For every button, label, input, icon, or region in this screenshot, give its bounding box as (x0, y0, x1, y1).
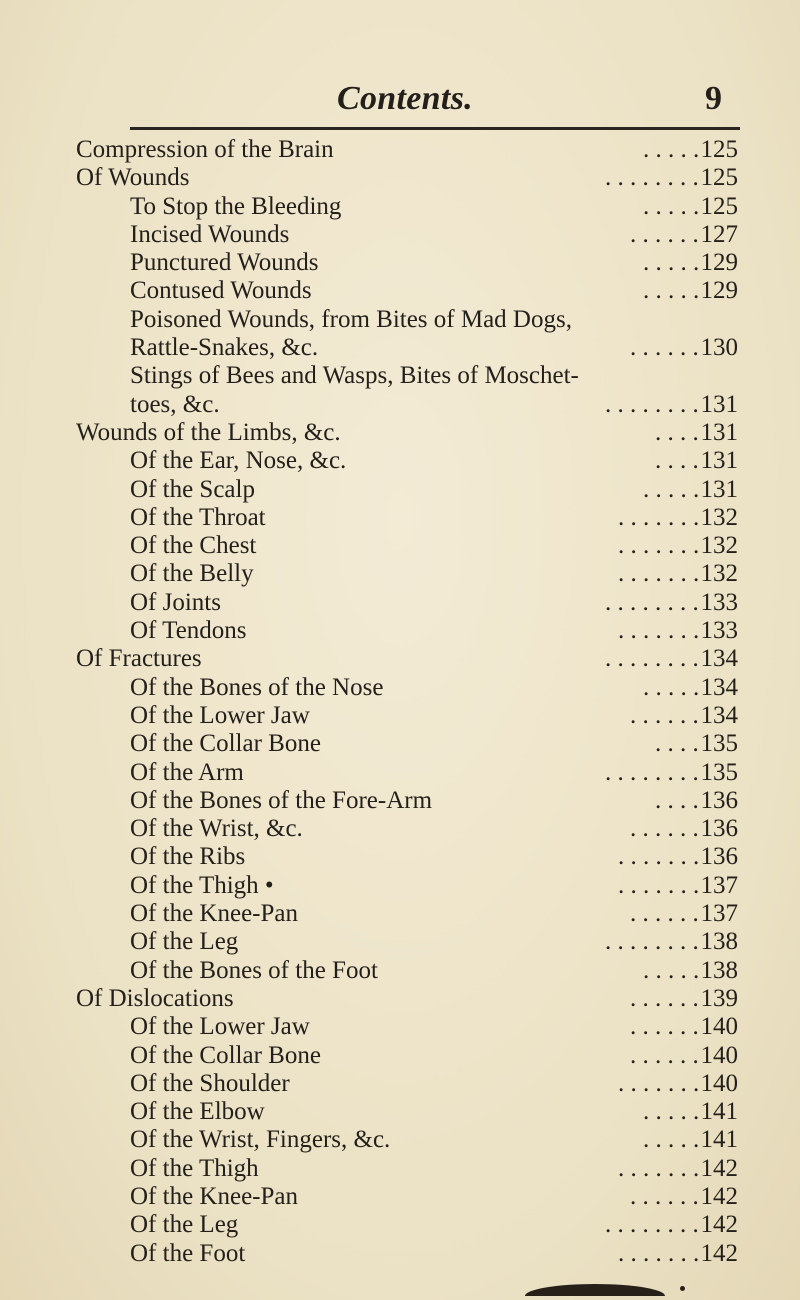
toc-leader-dots: . . . . . . . (618, 1154, 700, 1182)
toc-entry-label: Of the Thigh (130, 1154, 259, 1182)
toc-entry (0, 645, 800, 673)
toc-entry-page: 125 (700, 192, 738, 220)
toc-leader-dots: . . . . . . (630, 900, 699, 928)
toc-entry-page: 140 (700, 1013, 738, 1041)
toc-entry (0, 872, 800, 900)
toc-leader-dots: . . . . . (643, 956, 700, 984)
toc-entry-page: 135 (700, 730, 738, 758)
toc-entry (0, 277, 800, 305)
toc-entry-label: Poisoned Wounds, from Bites of Mad Dogs, (130, 305, 572, 333)
toc-leader-dots: . . . . . (643, 673, 700, 701)
toc-leader-dots: . . . . (655, 447, 699, 475)
toc-entry-label: Of the Chest (130, 532, 257, 560)
toc-entry (0, 957, 800, 985)
toc-entry-label: Of the Arm (130, 758, 244, 786)
toc-entry (0, 730, 800, 758)
ink-blot-decoration (525, 1284, 665, 1296)
toc-entry (0, 702, 800, 730)
toc-leader-dots: . . . . . (643, 136, 700, 163)
toc-entry-label: Of the Lower Jaw (130, 1013, 310, 1041)
toc-entry-page: 125 (700, 164, 738, 192)
toc-leader-dots: . . . . . . (630, 1013, 699, 1041)
toc-leader-dots: . . . . . . . . (605, 645, 699, 673)
toc-entry (0, 1013, 800, 1041)
toc-entry-page: 136 (700, 786, 738, 814)
toc-leader-dots: . . . . . (643, 1098, 700, 1126)
toc-leader-dots: . . . . . (643, 277, 700, 305)
toc-leader-dots: . . . . . . . (618, 871, 700, 899)
toc-entry-label: Of the Shoulder (130, 1069, 290, 1097)
toc-entry-page: 142 (700, 1211, 738, 1239)
toc-entry (0, 334, 800, 362)
toc-entry-label: Of the Throat (130, 503, 266, 531)
toc-entry-page: 134 (700, 701, 738, 729)
toc-leader-dots: . . . . . . . (618, 560, 700, 588)
toc-entry-page: 138 (700, 928, 738, 956)
toc-entry (0, 617, 800, 645)
toc-leader-dots: . . . . . . . . (605, 390, 699, 418)
toc-entry-page: 141 (700, 1126, 738, 1154)
toc-entry (0, 136, 800, 164)
toc-entry (0, 447, 800, 475)
toc-entry-page: 129 (700, 249, 738, 277)
toc-leader-dots: . . . . . (643, 475, 700, 503)
toc-entry (0, 193, 800, 221)
toc-leader-dots: . . . . . . (630, 220, 699, 248)
page-header (0, 80, 800, 130)
toc-entry-page: 125 (700, 136, 738, 163)
toc-entry-label: Compression of the Brain (76, 136, 334, 163)
toc-leader-dots: . . . . . (643, 249, 700, 277)
toc-entry-label: Of Dislocations (76, 984, 234, 1012)
toc-entry-page: 140 (700, 1069, 738, 1097)
toc-entry-label: Rattle-Snakes, &c. (130, 334, 319, 362)
toc-entry-page: 134 (700, 673, 738, 701)
toc-entry (0, 759, 800, 787)
toc-leader-dots: . . . . (655, 730, 699, 758)
toc-entry-page: 132 (700, 532, 738, 560)
toc-entry-label: Of the Leg (130, 928, 239, 956)
toc-entry (0, 391, 800, 419)
toc-leader-dots: . . . . (655, 786, 699, 814)
toc-leader-dots: . . . . . . (630, 701, 699, 729)
toc-leader-dots: . . . . . . . (618, 503, 700, 531)
toc-leader-dots: . . . . . . . (618, 1239, 700, 1267)
page-number: 9 (705, 80, 722, 117)
toc-entry-label: Of the Knee-Pan (130, 900, 298, 928)
toc-leader-dots: . . . . . . . (618, 617, 700, 645)
toc-entry-label: Incised Wounds (130, 220, 290, 248)
toc-entry (0, 1042, 800, 1070)
toc-entry-label: Of the Thigh • (130, 871, 274, 899)
toc-entry (0, 1070, 800, 1098)
running-title: Contents. (337, 80, 473, 117)
toc-entry (0, 221, 800, 249)
toc-entry-label: Of Fractures (76, 645, 202, 673)
toc-entry-label: Of the Bones of the Fore-Arm (130, 786, 433, 814)
toc-entry-label: Wounds of the Limbs, &c. (76, 418, 341, 446)
toc-leader-dots: . . . . . . (630, 334, 699, 362)
toc-entry-label: Of the Lower Jaw (130, 701, 310, 729)
toc-entry-label: Of the Knee-Pan (130, 1182, 298, 1210)
toc-entry-page: 135 (700, 758, 738, 786)
toc-entry-page: 131 (700, 447, 738, 475)
toc-entry-label: To Stop the Bleeding (130, 192, 342, 220)
toc-leader-dots: . . . . . . . (618, 532, 700, 560)
toc-entry-label: Of Joints (130, 588, 221, 616)
toc-entry-page: 138 (700, 956, 738, 984)
toc-entry-label: Of the Wrist, Fingers, &c. (130, 1126, 391, 1154)
toc-entry-page: 129 (700, 277, 738, 305)
toc-entry-label: Stings of Bees and Wasps, Bites of Moschet- (130, 362, 579, 390)
toc-entry-page: 142 (700, 1182, 738, 1210)
toc-entry-label: Of the Collar Bone (130, 1041, 321, 1069)
toc-entry (0, 476, 800, 504)
toc-entry-label: Of the Bones of the Foot (130, 956, 378, 984)
toc-leader-dots: . . . . . . (630, 1182, 699, 1210)
toc-entry-page: 142 (700, 1154, 738, 1182)
toc-entry (0, 532, 800, 560)
toc-leader-dots: . . . . . . . . (605, 928, 699, 956)
toc-entry-page: 131 (700, 418, 738, 446)
toc-entry-label: Contused Wounds (130, 277, 312, 305)
toc-entry-label: Of the Belly (130, 560, 254, 588)
toc-entry-page: 132 (700, 503, 738, 531)
toc-leader-dots: . . . . . (643, 192, 700, 220)
toc-entry (0, 1183, 800, 1211)
toc-entry (0, 1126, 800, 1154)
toc-entry (0, 985, 800, 1013)
toc-leader-dots: . . . . . . (630, 984, 699, 1012)
toc-entry-label: Of the Collar Bone (130, 730, 321, 758)
toc-entry (0, 589, 800, 617)
toc-entry-label: Of Tendons (130, 617, 247, 645)
toc-entry-label: Of the Foot (130, 1239, 246, 1267)
toc-entry-page: 136 (700, 843, 738, 871)
toc-entry (0, 1098, 800, 1126)
toc-leader-dots: . . . . (655, 418, 699, 446)
toc-entry (0, 504, 800, 532)
toc-entry-label: Of the Ear, Nose, &c. (130, 447, 347, 475)
ink-dot-decoration (680, 1286, 685, 1291)
toc-entry (0, 1211, 800, 1239)
toc-leader-dots: . . . . . . (630, 815, 699, 843)
toc-entry-label: Of the Scalp (130, 475, 255, 503)
toc-entry-label: toes, &c. (130, 390, 220, 418)
toc-entry-page: 137 (700, 871, 738, 899)
toc-entry-label: Punctured Wounds (130, 249, 319, 277)
toc-entry-page: 132 (700, 560, 738, 588)
header-rule (130, 127, 740, 130)
toc-leader-dots: . . . . . . . . (605, 588, 699, 616)
toc-entry (0, 900, 800, 928)
toc-entry (0, 843, 800, 871)
toc-entry-page: 142 (700, 1239, 738, 1267)
toc-leader-dots: . . . . . . (630, 1041, 699, 1069)
toc-entry-page: 133 (700, 617, 738, 645)
toc-leader-dots: . . . . . . . (618, 1069, 700, 1097)
toc-entry-page: 139 (700, 984, 738, 1012)
toc-entry-page: 127 (700, 220, 738, 248)
toc-entry (0, 164, 800, 192)
toc-entry (0, 674, 800, 702)
toc-leader-dots: . . . . . . . . (605, 758, 699, 786)
toc-leader-dots: . . . . . . . . (605, 164, 699, 192)
toc-entry-label: Of Wounds (76, 164, 190, 192)
toc-entry-page: 134 (700, 645, 738, 673)
toc-entry-page: 136 (700, 815, 738, 843)
toc-entry-label: Of the Wrist, &c. (130, 815, 303, 843)
toc-entry-label: Of the Bones of the Nose (130, 673, 384, 701)
toc-leader-dots: . . . . . . . (618, 843, 700, 871)
toc-entry (0, 1240, 800, 1268)
toc-entry-label: Of the Elbow (130, 1098, 265, 1126)
toc-entry (0, 815, 800, 843)
toc-entry-page: 130 (700, 334, 738, 362)
toc-entry (0, 249, 800, 277)
toc-entry (0, 928, 800, 956)
toc-entry (0, 1155, 800, 1183)
toc-entry-label: Of the Ribs (130, 843, 246, 871)
toc-entry (0, 362, 800, 390)
toc-entry-page: 131 (700, 475, 738, 503)
toc-entry-label: Of the Leg (130, 1211, 239, 1239)
toc-entry-page: 131 (700, 390, 738, 418)
toc-entry (0, 787, 800, 815)
table-of-contents (0, 136, 800, 1268)
toc-entry (0, 419, 800, 447)
toc-entry-page: 141 (700, 1098, 738, 1126)
toc-entry-page: 133 (700, 588, 738, 616)
toc-leader-dots: . . . . . (643, 1126, 700, 1154)
toc-entry-page: 140 (700, 1041, 738, 1069)
toc-entry-page: 137 (700, 900, 738, 928)
toc-leader-dots: . . . . . . . . (605, 1211, 699, 1239)
toc-entry (0, 306, 800, 334)
toc-entry (0, 560, 800, 588)
